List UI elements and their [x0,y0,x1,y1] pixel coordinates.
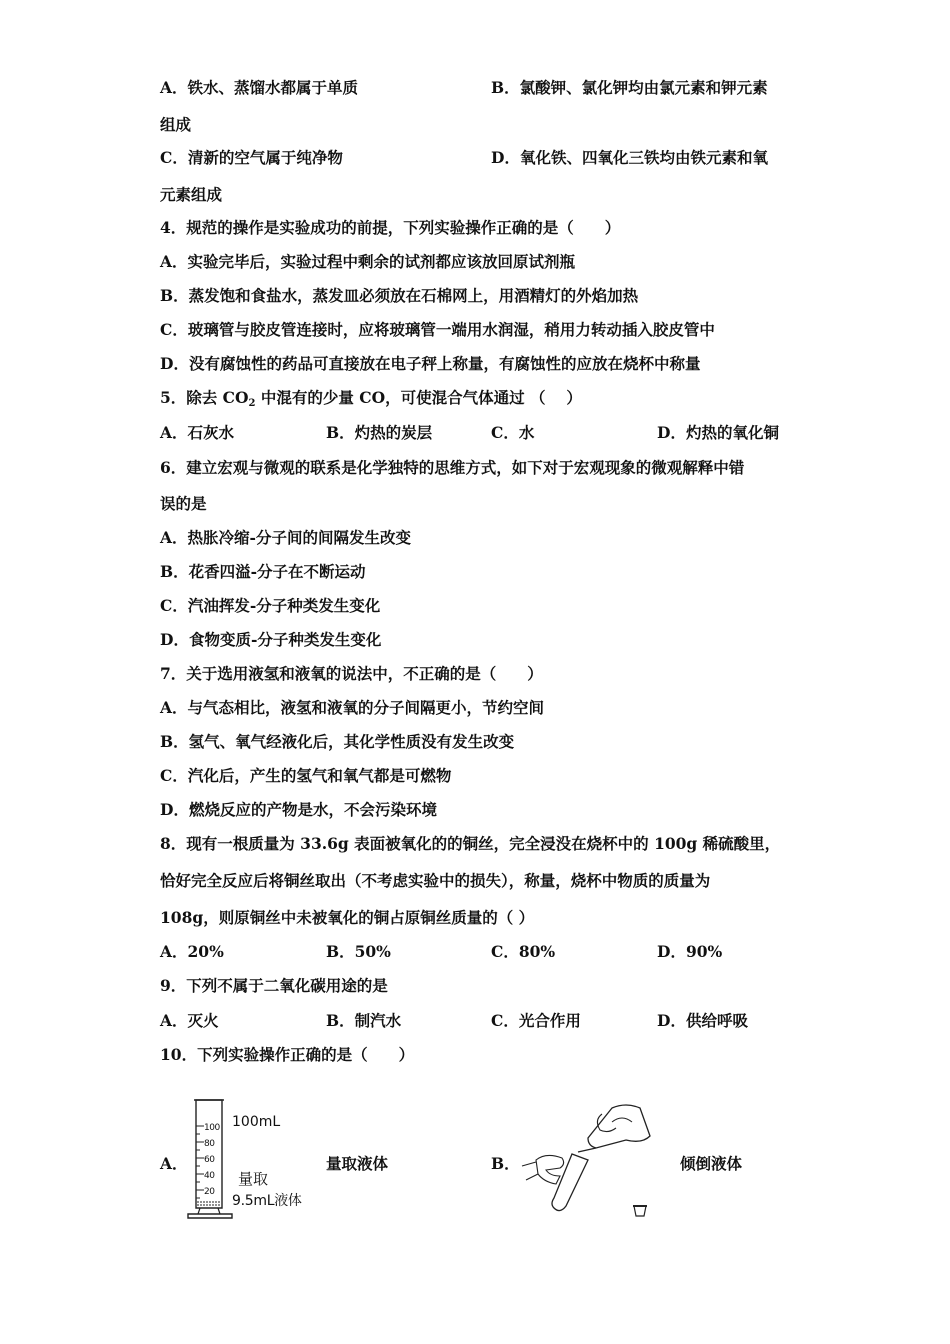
q6-option-d: D．食物变质-分子种类发生变化 [160,630,382,649]
cylinder-tick-label: 60 [204,1155,215,1165]
q3-option-b-continued: 组成 [160,115,192,134]
q7-option-a: A．与气态相比，液氢和液氧的分子间隔更小，节约空间 [160,698,545,717]
q8-option-a: A．20% [160,942,224,961]
q6-option-c: C．汽油挥发-分子种类发生变化 [160,596,381,615]
q9-option-b: B．制汽水 [326,1011,402,1030]
q3-option-c: C．清新的空气属于纯净物 [160,148,343,167]
q8-stem-line3: 108g，则原铜丝中未被氧化的铜占原铜丝质量的（ ） [160,908,535,927]
q3-option-d-continued: 元素组成 [160,185,223,204]
q5-option-c: C．水 [491,423,535,442]
q4-stem: 4．规范的操作是实验成功的前提，下列实验操作正确的是（ ） [160,218,621,237]
q8-option-d: D．90% [657,942,723,961]
q5-stem-pre: 5．除去 CO [160,388,249,407]
cylinder-tick-label: 40 [204,1171,215,1181]
q5-stem-subscript: 2 [248,398,256,409]
q9-option-a: A．灭火 [160,1011,219,1030]
cylinder-volume-label: 100mL [232,1114,281,1130]
cylinder-note-measure: 量取 [238,1170,269,1188]
q9-option-d: D．供给呼吸 [657,1011,748,1030]
cylinder-tick-label: 80 [204,1139,215,1149]
graduated-cylinder-figure [186,1096,316,1222]
cylinder-note-volume: 9.5mL液体 [232,1193,302,1209]
q3-option-a: A．铁水、蒸馏水都属于单质 [160,78,359,97]
q5-option-b: B．灼热的炭层 [326,423,433,442]
q6-option-b: B．花香四溢-分子在不断运动 [160,562,366,581]
q5-stem-post: 中混有的少量 CO，可使混合气体通过 （ ） [255,388,582,407]
q4-option-b: B．蒸发饱和食盐水，蒸发皿必须放在石棉网上，用酒精灯的外焰加热 [160,286,639,305]
q7-option-d: D．燃烧反应的产物是水，不会污染环境 [160,800,437,819]
q8-option-b: B．50% [326,942,391,961]
q7-option-b: B．氢气、氧气经液化后，其化学性质没有发生改变 [160,732,515,751]
q6-stem-continued: 误的是 [160,494,207,513]
q9-stem: 9．下列不属于二氧化碳用途的是 [160,976,388,995]
q3-option-d: D．氧化铁、四氧化三铁均由铁元素和氧 [491,148,768,167]
q8-option-c: C．80% [491,942,556,961]
q6-option-a: A．热胀冷缩-分子间的间隔发生改变 [160,528,411,547]
q8-stem-line1: 8．现有一根质量为 33.6g 表面被氧化的的铜丝，完全浸没在烧杯中的 100g 稀硫酸里， [160,834,781,853]
q7-stem: 7．关于选用液氢和液氧的说法中，不正确的是（ ） [160,664,543,683]
cylinder-tick-label: 20 [204,1187,215,1197]
q5-stem [160,388,582,414]
q10-option-a-letter: A． [160,1154,188,1173]
pouring-liquid-figure [516,1100,658,1222]
q4-option-d: D．没有腐蚀性的药品可直接放在电子秤上称量，有腐蚀性的应放在烧杯中称量 [160,354,701,373]
q10-option-b-letter: B． [491,1154,520,1173]
q8-stem-line2: 恰好完全反应后将铜丝取出（不考虑实验中的损失），称量，烧杯中物质的质量为 [160,871,711,890]
q7-option-c: C．汽化后，产生的氢气和氧气都是可燃物 [160,766,452,785]
q10-option-b-label: 倾倒液体 [680,1154,743,1173]
cylinder-tick-label: 100 [204,1123,220,1133]
q5-option-d: D．灼热的氧化铜 [657,423,779,442]
q10-option-a-label: 量取液体 [326,1154,389,1173]
q10-stem: 10．下列实验操作正确的是（ ） [160,1045,415,1064]
q4-option-c: C．玻璃管与胶皮管连接时，应将玻璃管一端用水润湿，稍用力转动插入胶皮管中 [160,320,715,339]
q6-stem: 6．建立宏观与微观的联系是化学独特的思维方式，如下对于宏观现象的微观解释中错 [160,458,745,477]
q4-option-a: A．实验完毕后，实验过程中剩余的试剂都应该放回原试剂瓶 [160,252,576,271]
q9-option-c: C．光合作用 [491,1011,581,1030]
q3-option-b: B．氯酸钾、氯化钾均由氯元素和钾元素 [491,78,768,97]
q5-option-a: A．石灰水 [160,423,235,442]
